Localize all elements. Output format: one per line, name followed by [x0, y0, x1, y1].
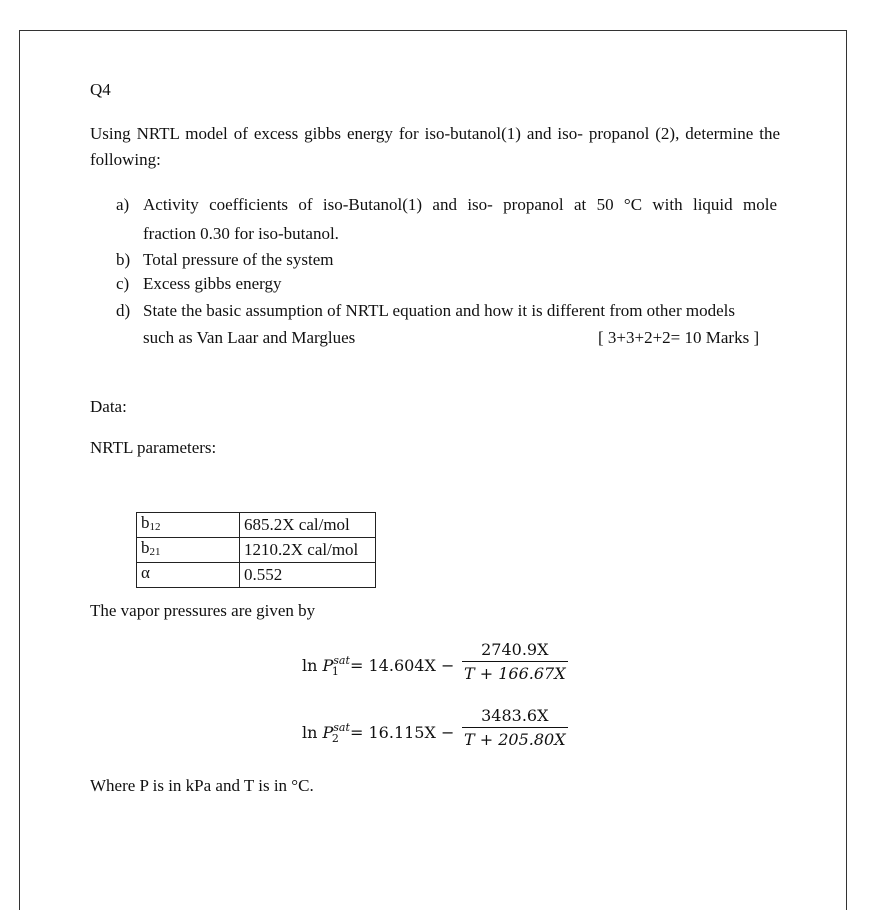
item-b-text: Total pressure of the system [143, 250, 334, 269]
value-cell: 0.552 [240, 563, 376, 588]
param-cell: b12 [137, 513, 240, 538]
item-d-line2: such as Van Laar and Marglues [143, 328, 356, 347]
eq2-sup: sat [333, 721, 350, 734]
eq1-sub: 1 [331, 665, 339, 678]
item-a-line1: Activity coefficients of iso-Butanol(1) and iso- propanol at 50 °C with liquid mole [143, 195, 777, 214]
equation-2-fraction [462, 706, 568, 749]
equation-1 [302, 654, 454, 678]
eq1-ln: ln [302, 656, 318, 675]
eq2-constant: = 16.115X − [350, 723, 455, 742]
eq1-var: P [322, 656, 334, 675]
equation-1-fraction [462, 640, 568, 683]
item-d-letter: d) [116, 301, 131, 320]
equation-2 [302, 721, 454, 745]
eq1-denominator: T + 166.67X [462, 661, 568, 683]
table-row [137, 538, 376, 563]
item-c-text: Excess gibbs energy [143, 274, 282, 293]
eq2-var: P [322, 723, 334, 742]
vapor-pressure-text: The vapor pressures are given by [90, 601, 316, 620]
eq1-constant: = 14.604X − [350, 656, 455, 675]
table-row [137, 563, 376, 588]
marks-allocation: [ 3+3+2+2= 10 Marks ] [598, 328, 760, 347]
item-b-letter: b) [116, 250, 131, 269]
units-note: Where P is in kPa and T is in °C. [90, 776, 314, 795]
param-cell: α [137, 563, 240, 588]
value-cell: 1210.2X cal/mol [240, 538, 376, 563]
eq1-numerator: 2740.9X [481, 640, 549, 659]
value-cell: 685.2X cal/mol [240, 513, 376, 538]
nrtl-parameters-table [136, 512, 376, 588]
question-number: Q4 [90, 80, 111, 99]
question-intro: Using NRTL model of excess gibbs energy for iso-butanol(1) and iso- propanol (2), determine the following: [90, 124, 780, 169]
nrtl-heading: NRTL parameters: [90, 438, 217, 457]
eq2-numerator: 3483.6X [481, 706, 549, 725]
eq2-sub: 2 [331, 732, 339, 745]
item-d-line1: State the basic assumption of NRTL equation and how it is different from other models [143, 301, 735, 320]
eq2-ln: ln [302, 723, 318, 742]
eq2-denominator: T + 205.80X [462, 727, 568, 749]
item-a-line2: fraction 0.30 for iso-butanol. [143, 224, 339, 243]
eq1-sup: sat [333, 654, 350, 667]
param-cell: b21 [137, 538, 240, 563]
table-row [137, 513, 376, 538]
item-a-letter: a) [116, 195, 130, 214]
item-c-letter: c) [116, 274, 130, 293]
data-heading: Data: [90, 397, 127, 416]
